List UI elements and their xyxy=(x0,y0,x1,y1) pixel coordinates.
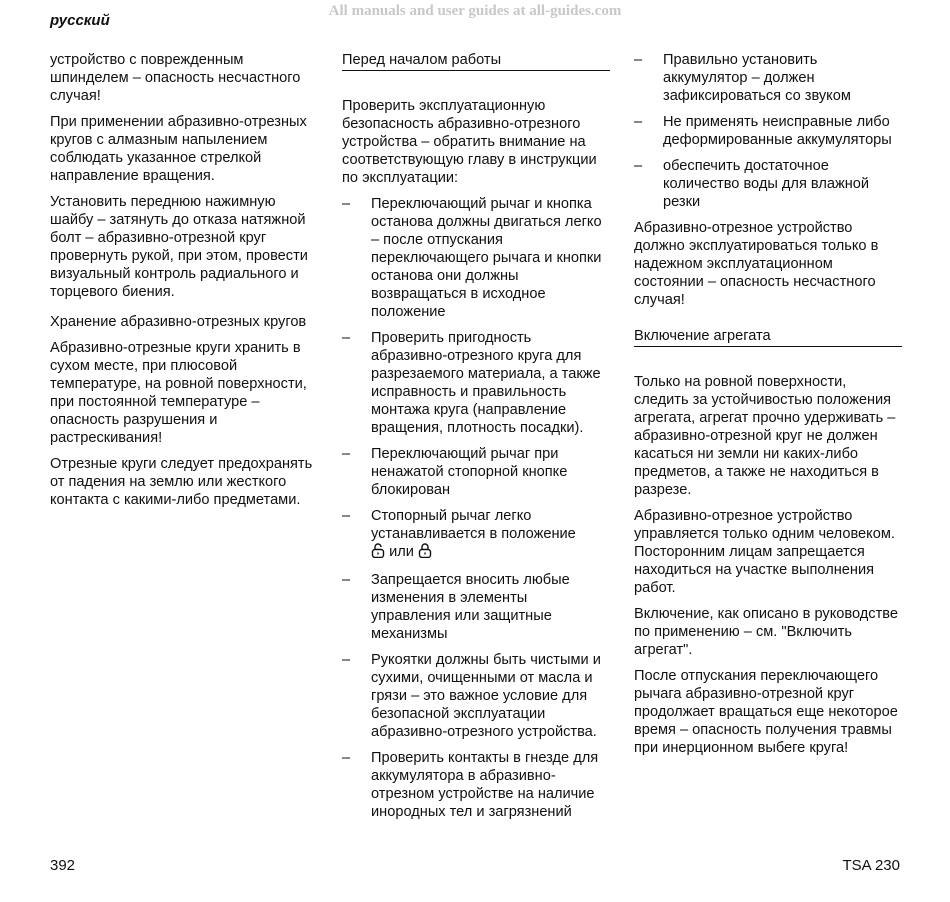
column-3 xyxy=(634,51,902,765)
paragraph: Установить переднюю нажимную шайбу – затянуть до отказа натяжной болт – абразивно-отрезной круг провернуть рукой, при этом, провести визуальный контроль радиального и торцевого биения. xyxy=(50,194,308,300)
lock-icon xyxy=(418,543,432,563)
list-item: – Переключающий рычаг и кнопка останова должны двигаться легко – после отпускания переключающего рычага и кнопки останова они должны возвращаться в исходное положение xyxy=(342,196,602,320)
dash-bullet: – xyxy=(634,158,643,174)
list-item: – Стопорный рычаг легко устанавливается в положение или xyxy=(342,507,610,563)
dash-bullet: – xyxy=(342,446,351,462)
list-item: – Не применять неисправные либо деформированные аккумуляторы xyxy=(634,114,892,148)
text: устройство с поврежденным шпинделем – xyxy=(50,52,244,86)
dash-bullet: – xyxy=(342,508,351,524)
checklist-continued xyxy=(634,51,902,211)
text: Абразивно-отрезные круги хранить в сухом месте, при плюсовой температуре, на ровной поверхности, при постоянной температуре – xyxy=(50,340,307,410)
paragraph: Только на ровной поверхности, следить за устойчивостью положения агрегата, агрегат прочно удерживать – абразивно-отрезной круг не должен касаться ни земли ни каких-либо предметов, а также не находиться в разрезе. xyxy=(634,374,896,498)
warning-text: опасность получения травмы при инерционном выбеге круга! xyxy=(634,722,892,756)
column-1 xyxy=(50,51,318,517)
list-item: – Рукоятки должны быть чистыми и сухими, очищенными от масла и грязи – это важное условие для безопасной эксплуатации абразивно-отрезного устройства. xyxy=(342,652,601,740)
list-item: – Проверить пригодность абразивно-отрезного круга для разрезаемого материала, а также исправность и правильность монтажа круга (направление вращения, плотность посадки). xyxy=(342,330,601,436)
warning-text: опасность несчастного случая! xyxy=(634,274,876,308)
dash-bullet: – xyxy=(342,572,351,588)
warning-text: опасность разрушения и растрескивания! xyxy=(50,412,218,446)
watermark: All manuals and user guides at all-guides.com xyxy=(328,3,622,19)
subheading-storage: Хранение абразивно-отрезных кругов xyxy=(50,314,307,330)
text: Абразивно-отрезное устройство должно эксплуатироваться только в надежном эксплуатационном состоянии – xyxy=(634,220,879,290)
model-name: TSA 230 xyxy=(842,857,900,874)
paragraph: При применении абразивно-отрезных кругов с алмазным напылением соблюдать указанное стрелкой направление вращения. xyxy=(50,114,307,184)
list-item: – Запрещается вносить любые изменения в элементы управления или защитные механизмы xyxy=(342,572,570,642)
paragraph: Проверить эксплуатационную безопасность абразивно-отрезного устройства – обратить внимание на соответствующую главу в инструкции по эксплуатации: xyxy=(342,98,597,186)
list-item: – обеспечить достаточное количество воды для влажной резки xyxy=(634,158,870,210)
language-label: русский xyxy=(50,12,110,29)
paragraph xyxy=(634,667,902,757)
paragraph xyxy=(50,51,318,105)
or-text: или xyxy=(389,544,414,560)
text: После отпускания переключающего рычага абразивно-отрезной круг продолжает вращаться еще некоторое время – xyxy=(634,668,898,738)
dash-bullet: – xyxy=(342,330,351,346)
paragraph: Абразивно-отрезное устройство управляется только одним человеком. Посторонним лицам запрещается находиться на участке выполнения работ. xyxy=(634,508,895,596)
section-heading-switch-on: Включение агрегата xyxy=(634,327,902,347)
dash-bullet: – xyxy=(342,196,351,212)
dash-bullet: – xyxy=(342,750,351,766)
page-number: 392 xyxy=(50,857,76,874)
column-2 xyxy=(342,51,610,829)
checklist xyxy=(342,195,610,821)
paragraph xyxy=(634,219,902,309)
dash-bullet: – xyxy=(342,652,351,668)
list-item: – Переключающий рычаг при ненажатой стопорной кнопке блокирован xyxy=(342,446,568,498)
paragraph: Отрезные круги следует предохранять от падения на землю или жесткого контакта с какими-либо предметами. xyxy=(50,456,313,508)
paragraph: Включение, как описано в руководстве по применению – см. "Включить агрегат". xyxy=(634,606,898,658)
paragraph xyxy=(50,339,318,447)
list-item: – Правильно установить аккумулятор – должен зафиксироваться со звуком xyxy=(634,52,851,104)
section-heading-before-work: Перед началом работы xyxy=(342,51,610,71)
list-item: – Проверить контакты в гнезде для аккумулятора в абразивно-отрезном устройстве на наличие инородных тел и загрязнений xyxy=(342,750,599,820)
warning-text: опасность несчастного случая! xyxy=(50,70,301,104)
dash-bullet: – xyxy=(634,114,643,130)
dash-bullet: – xyxy=(634,52,643,68)
unlock-icon xyxy=(371,543,385,563)
